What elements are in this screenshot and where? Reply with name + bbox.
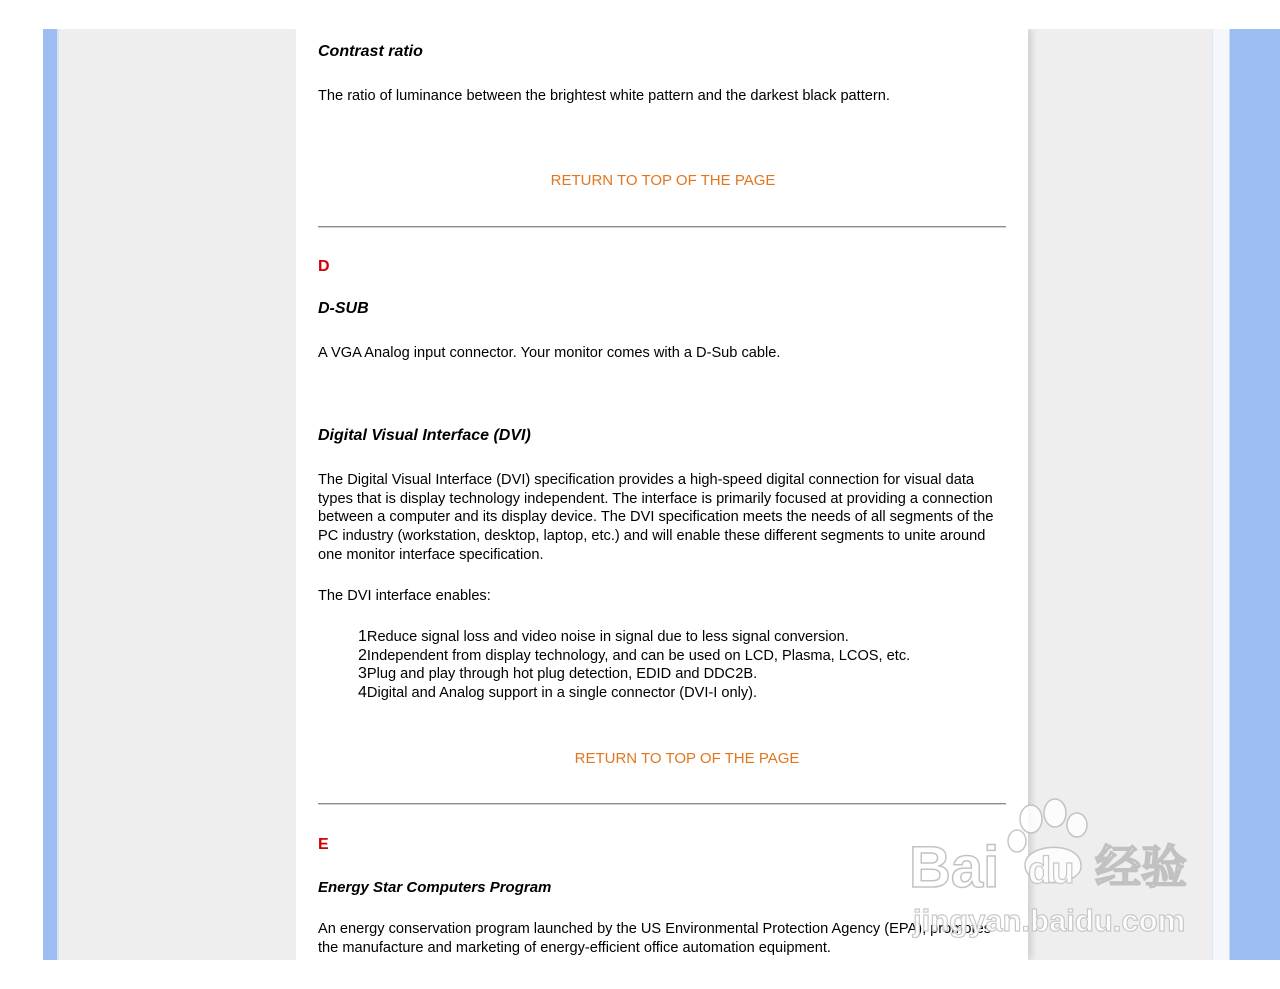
right-side-bar	[1230, 29, 1280, 960]
term-dvi: Digital Visual Interface (DVI)	[318, 427, 531, 444]
definition-contrast-ratio: The ratio of luminance between the brightest white pattern and the darkest black pattern.	[318, 88, 890, 104]
baidu-jingyan-watermark	[905, 795, 1205, 945]
watermark-cn: 经验	[1095, 840, 1187, 894]
list-item	[358, 665, 910, 684]
list-item	[358, 647, 910, 666]
definition-energy-star: An energy conservation program launched by the US Environmental Protection Agency (EPA), promotes the manufacture and marketing of energy-efficient office automation equipment.	[318, 921, 992, 956]
section-letter-d: D	[318, 258, 330, 275]
section-letter-e: E	[318, 836, 329, 853]
left-side-bar	[43, 29, 57, 960]
list-item	[358, 684, 910, 703]
right-side-strip	[1212, 29, 1230, 960]
list-item-number: 4	[358, 684, 367, 702]
return-to-top-link-1[interactable]: RETURN TO TOP OF THE PAGE	[550, 172, 776, 189]
list-item-number: 3	[358, 665, 367, 683]
return-to-top-link-2[interactable]: RETURN TO TOP OF THE PAGE	[574, 750, 800, 767]
dvi-enables-intro: The DVI interface enables:	[318, 588, 491, 604]
definition-d-sub: A VGA Analog input connector. Your monitor comes with a D-Sub cable.	[318, 345, 781, 361]
section-divider-1	[318, 226, 1006, 228]
list-item-text: Plug and play through hot plug detection, EDID and DDC2B.	[366, 666, 758, 683]
watermark-url: jingyan.baidu.com	[913, 903, 1186, 938]
definition-dvi: The Digital Visual Interface (DVI) specification provides a high-speed digital connection for visual data types that is display technology independent. The interface is primarily focused at providing a connection between a computer and its display device. The DVI specification meets the needs of all segments of the PC industry (workstation, desktop, laptop, etc.) and will enable these different segments to unite around one monitor interface specification.	[318, 472, 994, 563]
list-item-number: 1	[358, 628, 367, 645]
list-item-text: Digital and Analog support in a single connector (DVI-I only).	[366, 685, 758, 702]
left-side-bar-edge	[57, 29, 59, 960]
list-item	[358, 628, 910, 647]
term-energy-star: Energy Star Computers Program	[318, 879, 552, 896]
watermark-brand-du: du	[1028, 850, 1075, 892]
term-d-sub: D-SUB	[318, 300, 369, 317]
list-item-number: 2	[358, 646, 367, 664]
dvi-features-list	[358, 628, 910, 703]
section-divider-2	[318, 803, 1006, 805]
list-item-text: Reduce signal loss and video noise in signal due to less signal conversion.	[366, 629, 849, 645]
watermark-brand: Bai	[909, 835, 1000, 900]
list-item-text: Independent from display technology, and can be used on LCD, Plasma, LCOS, etc.	[366, 647, 911, 664]
term-contrast-ratio: Contrast ratio	[318, 43, 423, 60]
